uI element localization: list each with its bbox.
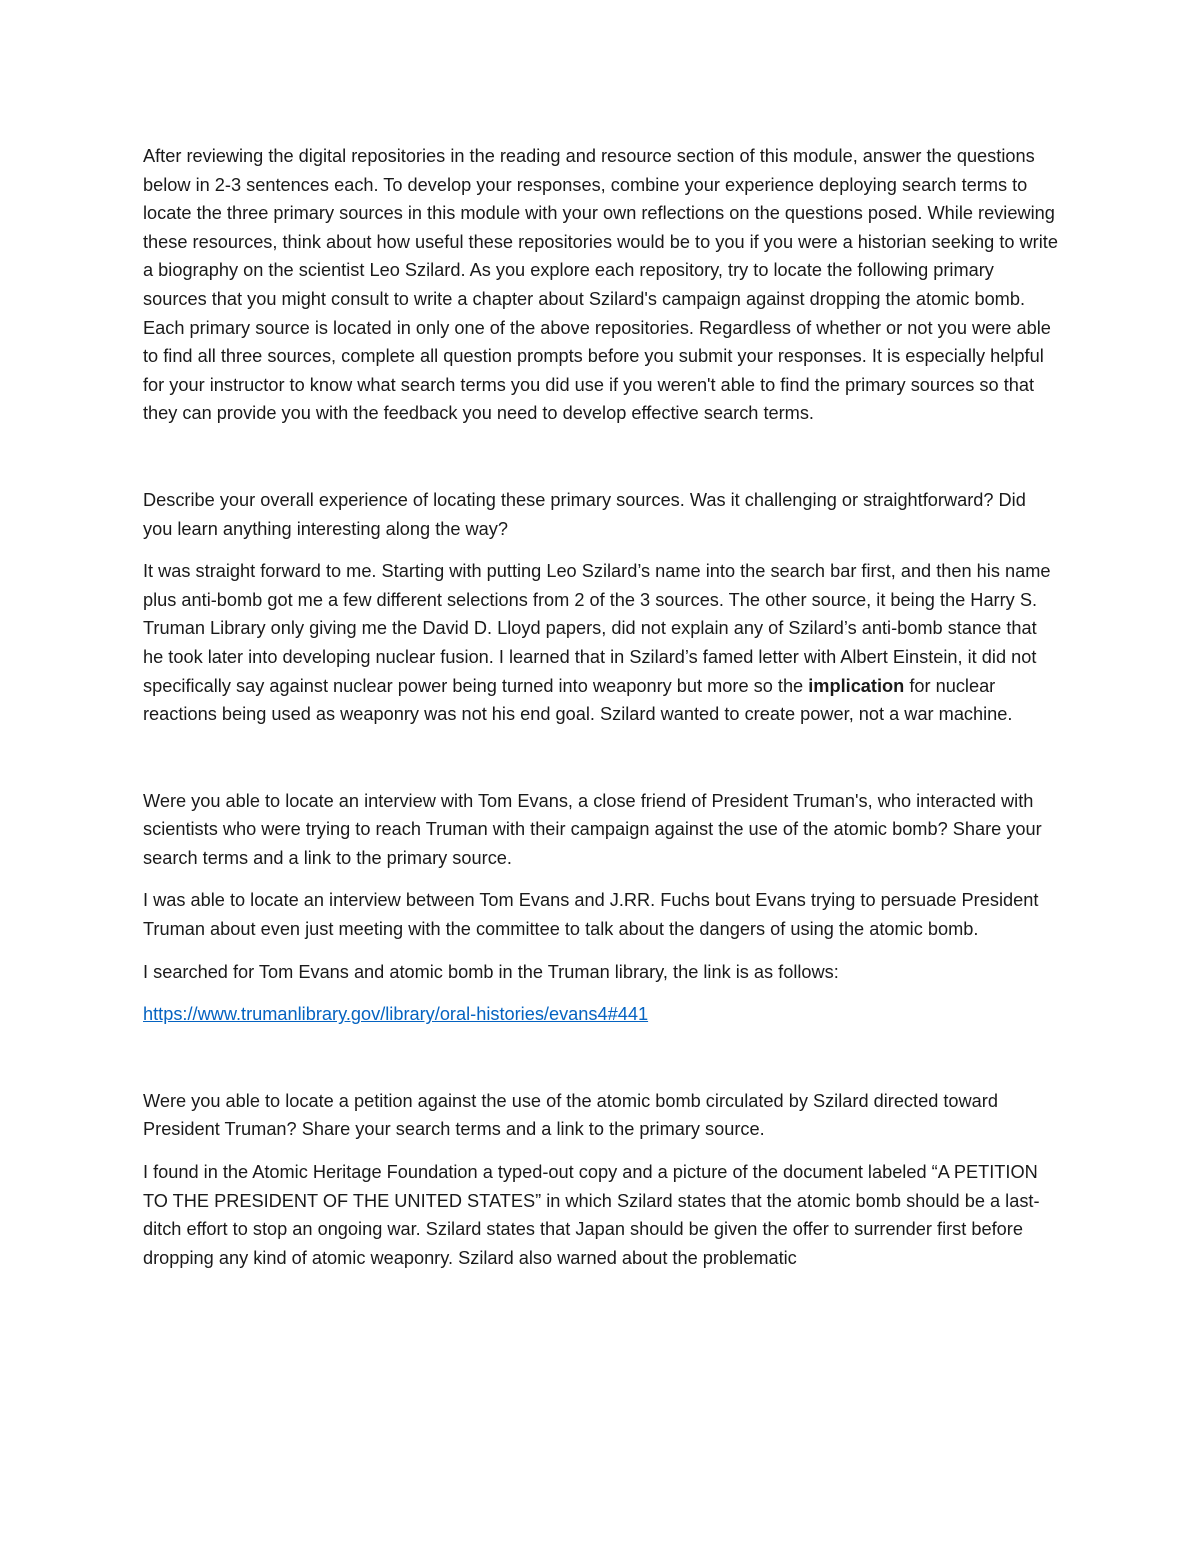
document-body [143,142,1058,1286]
answer-2-link-paragraph [143,1000,1058,1029]
question-2: Were you able to locate an interview with Tom Evans, a close friend of President Truman's, who interacted with scientists who were trying to reach Truman with their campaign against the use of the atomic bomb? Share your search terms and a link to the primary source. [143,790,1042,868]
answer-2: I was able to locate an interview between Tom Evans and J.RR. Fuchs bout Evans trying to persuade President Truman about even just meeting with the committee to talk about the dangers of using the atomic bomb. [143,890,1039,940]
truman-library-link[interactable]: https://www.trumanlibrary.gov/library/oral-histories/evans4#441 [143,1004,649,1025]
intro-paragraph: After reviewing the digital repositories in the reading and resource section of this module, answer the questions below in 2-3 sentences each. To develop your responses, combine your experience deploying search terms to locate the three primary sources in this module with your own reflections on the questions posed. While reviewing these resources, think about how useful these repositories would be to you if you were a historian seeking to write a biography on the scientist Leo Szilard. As you explore each repository, try to locate the following primary sources that you might consult to write a chapter about Szilard's campaign against dropping the atomic bomb. Each primary source is located in only one of the above repositories. Regardless of whether or not you were able to find all three sources, complete all question prompts before you submit your responses. It is especially helpful for your instructor to know what search terms you did use if you weren't able to find the primary sources so that they can provide you with the feedback you need to develop effective search terms. [143,146,1058,424]
answer-1-part-2: for nuclear reactions being used as weaponry was not his end goal. Szilard wanted to create power, not a war machine. [143,675,1013,725]
answer-1-emphasis: implication [808,675,905,696]
question-3: Were you able to locate a petition against the use of the atomic bomb circulated by Szilard directed toward President Truman? Share your search terms and a link to the primary source. [143,1090,998,1140]
question-1: Describe your overall experience of locating these primary sources. Was it challenging or straightforward? Did you learn anything interesting along the way? [143,489,1026,539]
answer-3: I found in the Atomic Heritage Foundation a typed-out copy and a picture of the document labeled “A PETITION TO THE PRESIDENT OF THE UNITED STATES” in which Szilard states that the atomic bomb should be a last-ditch effort to stop an ongoing war. Szilard states that Japan should be given the offer to surrender first before dropping any kind of atomic weaponry. Szilard also warned about the problematic [143,1162,1040,1268]
answer-1 [143,557,1058,729]
answer-1-part-1: It was straight forward to me. Starting with putting Leo Szilard’s name into the search bar first, and then his name plus anti-bomb got me a few different selections from 2 of the 3 sources. The other source, it being the Harry S. Truman Library only giving me the David D. Lloyd papers, did not explain any of Szilard’s anti-bomb stance that he took later into developing nuclear fusion. I learned that in Szilard’s famed letter with Albert Einstein, it did not specifically say against nuclear power being turned into weaponry but more so the [143,561,1051,696]
answer-2-search-note: I searched for Tom Evans and atomic bomb in the Truman library, the link is as follows: [143,961,839,982]
